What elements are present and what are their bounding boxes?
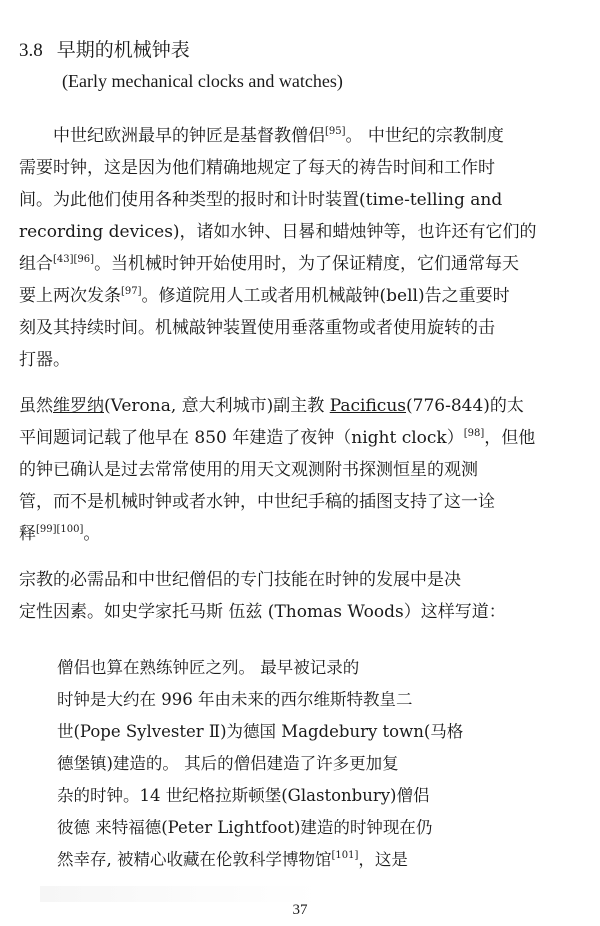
quote-line bbox=[57, 748, 477, 780]
text-run: recording devices)，诸如水钟、日晷和蜡烛钟等，也许还有它们的 bbox=[19, 222, 537, 242]
paragraph-line bbox=[19, 248, 584, 280]
text-run: 平间题词记载了他早在 850 年建造了夜钟（night clock） bbox=[19, 428, 464, 448]
quote-line bbox=[57, 812, 477, 844]
paragraph-line bbox=[19, 312, 584, 344]
paragraph-line bbox=[19, 596, 584, 628]
text-run: (Verona, 意大利城市)副主教 bbox=[104, 396, 330, 416]
paragraph-line bbox=[19, 152, 584, 184]
text-run: 世(Pope Sylvester Ⅱ)为德国 Magdebury town(马格 bbox=[57, 722, 464, 741]
paragraph-monks bbox=[19, 120, 584, 376]
page-number: 37 bbox=[292, 902, 308, 918]
paragraph-line bbox=[19, 120, 584, 152]
text-run: 。 中世纪的宗教制度 bbox=[345, 126, 504, 146]
text-run: 打器。 bbox=[19, 350, 70, 370]
paragraph-line bbox=[19, 216, 584, 248]
text-run: (776-844)的太 bbox=[406, 396, 524, 416]
text-run: 释 bbox=[19, 524, 36, 544]
text-run: 僧侣也算在熟练钟匠之列。 最早被记录的 bbox=[57, 658, 360, 677]
citation-ref: [95] bbox=[325, 126, 346, 137]
text-run: 间。为此他们使用各种类型的报时和计时装置(time-telling and bbox=[19, 190, 503, 210]
paragraph-line bbox=[19, 280, 584, 312]
text-run: 虽然 bbox=[19, 396, 53, 416]
text-run: 中世纪欧洲最早的钟匠是基督教僧侣 bbox=[53, 126, 325, 146]
text-run: Pacificus bbox=[329, 396, 407, 416]
paragraph-line bbox=[19, 564, 584, 596]
paragraph-line bbox=[19, 518, 584, 550]
text-run: 德堡镇)建造的。 其后的僧侣建造了许多更加复 bbox=[57, 754, 399, 773]
paragraph-line bbox=[19, 454, 584, 486]
text-run: 刻及其持续时间。机械敲钟装置使用垂落重物或者使用旋转的击 bbox=[19, 318, 495, 338]
quote-line bbox=[57, 684, 477, 716]
quote-line bbox=[57, 844, 477, 876]
paragraph-verona bbox=[19, 390, 584, 550]
text-run: 管，而不是机械时钟或者水钟，中世纪手稿的插图支持了这一诠 bbox=[19, 492, 495, 512]
section-subtitle: (Early mechanical clocks and watches) bbox=[62, 71, 343, 91]
text-run: 。 bbox=[83, 524, 101, 544]
text-run: 要上两次发条 bbox=[19, 286, 121, 306]
paragraph-line bbox=[19, 390, 584, 422]
quote-line bbox=[57, 716, 477, 748]
text-run: ，但他 bbox=[484, 428, 536, 448]
text-run: 的钟已确认是过去常常使用的用天文观测附书探测恒星的观测 bbox=[19, 460, 478, 480]
quote-line bbox=[57, 652, 477, 684]
citation-ref: [101] bbox=[331, 850, 359, 861]
block-quote bbox=[57, 652, 477, 876]
text-run: 。当机械时钟开始使用时，为了保证精度，它们通常每天 bbox=[94, 254, 520, 274]
paragraph-line bbox=[19, 422, 584, 454]
text-run: 时钟是大约在 996 年由未来的西尔维斯特教皇二 bbox=[57, 690, 413, 709]
text-run: 杂的时钟。14 世纪格拉斯顿堡(Glastonbury)僧侣 bbox=[57, 786, 430, 805]
paragraph-line bbox=[19, 486, 584, 518]
section-number: 3.8 bbox=[19, 40, 43, 61]
text-run: 组合 bbox=[19, 254, 53, 274]
text-run: 然幸存, 被精心收藏在伦敦科学博物馆 bbox=[57, 850, 332, 869]
text-run: 维罗纳 bbox=[53, 396, 104, 416]
section-title: 早期的机械钟表 bbox=[56, 39, 190, 61]
text-run: 定性因素。如史学家托马斯 伍兹 (Thomas Woods）这样写道： bbox=[19, 602, 506, 622]
text-run: ，这是 bbox=[358, 850, 408, 869]
citation-ref: [43][96] bbox=[53, 254, 95, 265]
text-run: 宗教的必需品和中世纪僧侣的专门技能在时钟的发展中是决 bbox=[19, 570, 461, 590]
citation-ref: [97] bbox=[121, 286, 142, 297]
paragraph-line bbox=[19, 344, 584, 376]
paragraph-religion bbox=[19, 564, 584, 628]
text-run: 彼德 来特福德(Peter Lightfoot)建造的时钟现在仍 bbox=[57, 818, 433, 837]
paragraph-line bbox=[19, 184, 584, 216]
text-run: 。修道院用人工或者用机械敲钟(bell)告之重要时 bbox=[141, 286, 510, 306]
text-run: 需要时钟，这是因为他们精确地规定了每天的祷告时间和工作时 bbox=[19, 158, 495, 178]
section-heading bbox=[19, 37, 190, 64]
citation-ref: [98] bbox=[463, 428, 485, 439]
citation-ref: [99][100] bbox=[36, 524, 84, 535]
quote-line bbox=[57, 780, 477, 812]
